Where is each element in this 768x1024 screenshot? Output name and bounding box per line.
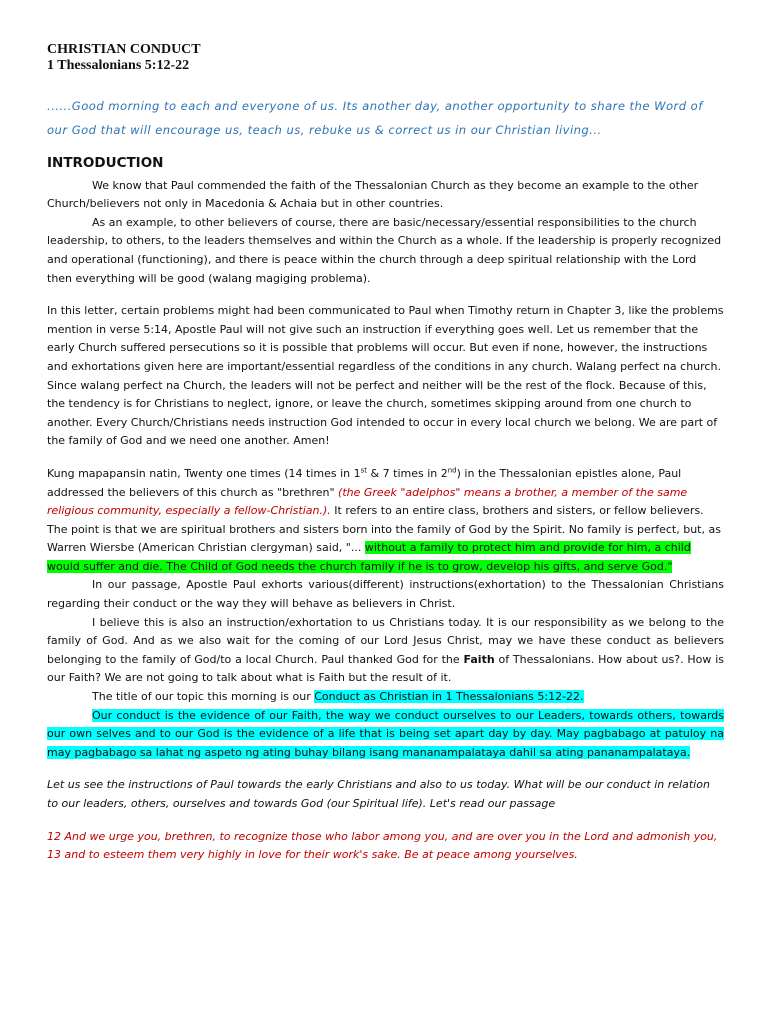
paragraph-3: In this letter, certain problems might had been communicated to Paul when Timothy return in Chapter 3, like the problems mention in verse 5:14, Apostle Paul will not give such an instruction if everything goes well. Let us remember that the early Church suffered persecutions so it is possible that problems will occur. But even if none, however, the instructions and exhortations given here are important/essential regardless of the conditions in any church. Walang perfect na church. Since walang perfect na Church, the leaders will not be perfect and neither will be the rest of the flock. Because of this, the tendency is for Christians to neglect, ignore, or leave the church, sometimes skipping around from one church to another. Every Church/Christians needs instruction God intended to occur in every local church we belong. We are part of the family of God and we need one another. Amen! [47, 304, 724, 448]
document-title: CHRISTIAN CONDUCT [47, 42, 201, 57]
superscript-nd: nd [447, 466, 457, 475]
paragraph-6-part-b: of Thessalonians. How about us?. How is our Faith? We are not going to talk about what is Faith but the result of it. [47, 652, 724, 685]
greek-definition-note: (the Greek "adelphos" means a brother, a member of the same religious community, especially a fellow-Christian.). [47, 485, 688, 518]
topic-title-highlight: Conduct as Christian in 1 Thessalonians 5:12-22. [314, 690, 584, 704]
paragraph-9: Let us see the instructions of Paul towards the early Christians and also to us today. What will be our conduct in relation to our leaders, others, ourselves and towards God (our Spiritual life). Let's read our passage [47, 778, 710, 810]
scripture-passage: 12 And we urge you, brethren, to recognize those who labor among you, and are over you in the Lord and admonish you, 13 and to esteem them very highly in love for their work's sake. Be at peace among yourselves. [47, 829, 718, 862]
paragraph-7-part-a: The title of our topic this morning is our [92, 690, 315, 704]
paragraph-7 [47, 688, 724, 707]
faith-bold-word: Faith [463, 652, 495, 666]
greeting-text: ......Good morning to each and everyone of us. Its another day, another opportunity to share the Word of our God that will encourage us, teach us, rebuke us & correct us in our Christian living... [47, 99, 703, 137]
paragraph-6-part-a: I believe this is also an instruction/exhortation to us Christians today. It is our responsibility as we belong to the family of God. And as we also wait for the coming of our Lord Jesus Christ, may we have these conduct as believers belonging to the family of God/to a local Church. Paul thanked God for the [47, 615, 724, 666]
paragraph-5: In our passage, Apostle Paul exhorts various(different) instructions(exhortation) to the Thessalonian Christians regarding their conduct or the way they will behave as believers in Christ. [47, 578, 724, 611]
paragraph-8 [47, 707, 724, 763]
paragraph-1: We know that Paul commended the faith of the Thessalonian Church as they become an example to the other Church/believers not only in Macedonia & Achaia but in other countries. [47, 178, 699, 211]
paragraph-6 [47, 614, 724, 688]
intro-heading: INTRODUCTION [47, 155, 164, 171]
paragraph-4-part-d: It refers to an entire class, brothers and sisters, or fellow believers. The point is that we are spiritual brothers and sisters born into the family of God by the Spirit. No family is perfect, but, as Warren Wiersbe (American Christian clergyman) said, "... [47, 504, 721, 555]
paragraph-4-part-c: ) in the Thessalonian epistles alone, Paul addressed the believers of this church as "brethren" [47, 466, 682, 499]
paragraph-2: As an example, to other believers of course, there are basic/necessary/essential responsibilities to the church leadership, to others, to the leaders themselves and within the Church as a whole. If the leadership is properly recognized and operational (functioning), and there is peace within the church through a deep spiritual relationship with the Lord then everything will be good (walang magiging problema). [47, 215, 722, 285]
paragraph-4-part-b: & 7 times in 2 [367, 466, 448, 480]
paragraph-4-part-a: Kung mapapansin natin, Twenty one times (14 times in 1 [47, 466, 361, 480]
conduct-evidence-highlight: Our conduct is the evidence of our Faith, the way we conduct ourselves to our Leaders, towards others, towards our own selves and to our God is the evidence of a life that is being set apart day by day. May pagbabago at patuloy na may pagbabago sa lahat ng aspeto ng ating buhay bilang isang mananampalataya dahil sa ating pananampalataya. [47, 708, 724, 759]
wiersbe-quote-highlight: without a family to protect him and provide for him, a child would suffer and die. The Child of God needs the church family if he is to grow, develop his gifts, and serve God." [47, 541, 691, 573]
superscript-st: st [360, 466, 368, 475]
paragraph-4 [47, 465, 724, 577]
document-subtitle: 1 Thessalonians 5:12-22 [47, 58, 190, 73]
